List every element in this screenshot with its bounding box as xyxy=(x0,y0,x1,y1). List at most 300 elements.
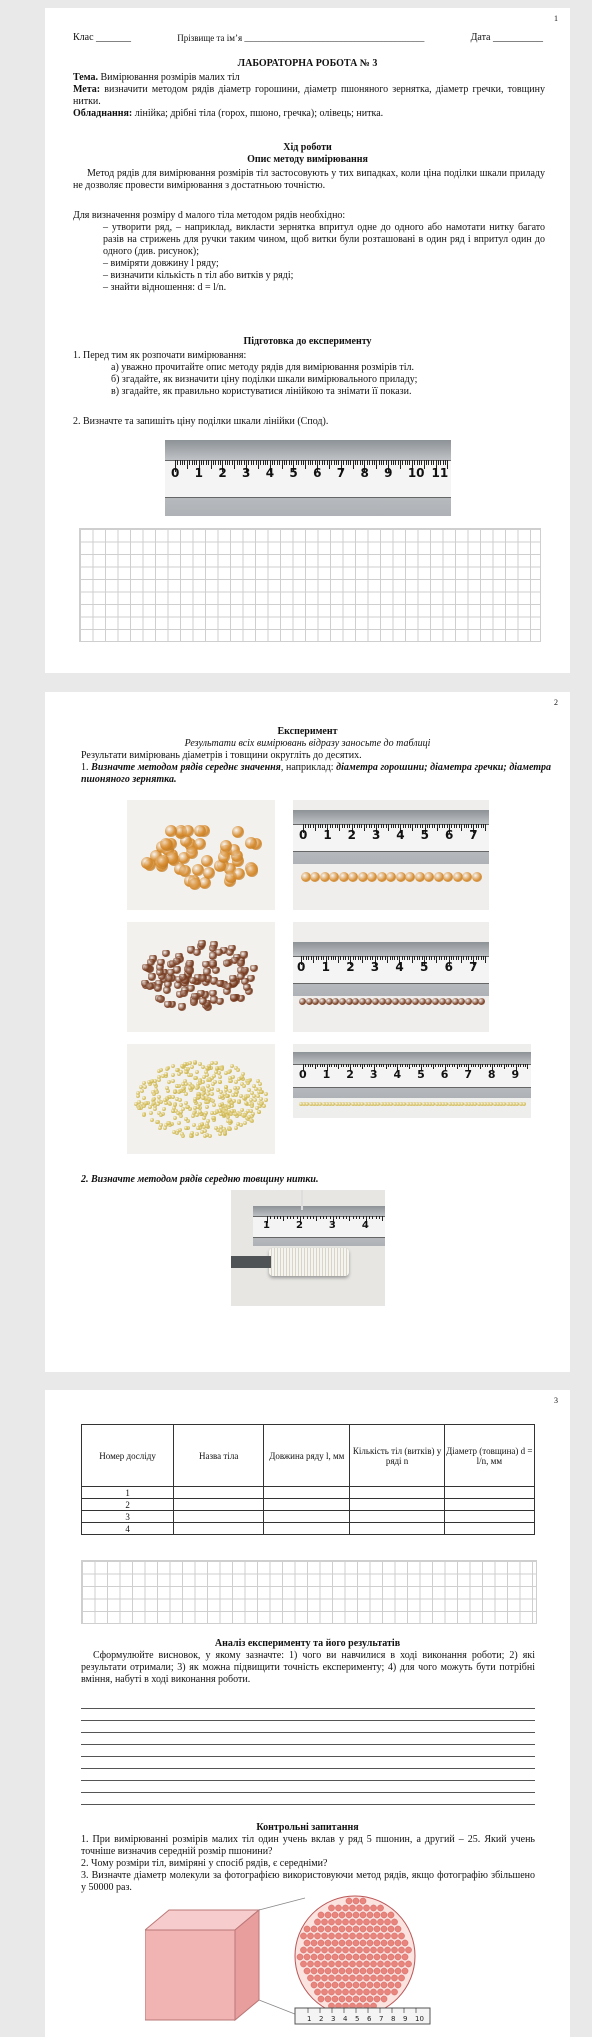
ruler-tick xyxy=(404,956,405,960)
molecule xyxy=(360,1898,366,1904)
grain xyxy=(232,826,244,838)
ruler-number: 4 xyxy=(361,1219,369,1231)
molecule xyxy=(346,1926,352,1932)
grain xyxy=(246,1094,250,1098)
cell-input[interactable] xyxy=(350,1499,444,1511)
molecule xyxy=(325,1996,331,2002)
ruler-tick xyxy=(315,460,316,465)
molecule xyxy=(311,1968,317,1974)
molecule xyxy=(370,1905,376,1911)
cell-input[interactable] xyxy=(444,1511,534,1523)
ruler-tick xyxy=(370,956,371,960)
grain xyxy=(367,872,377,882)
ruler-tick xyxy=(256,460,257,465)
molecule xyxy=(339,1996,345,2002)
writing-line[interactable] xyxy=(81,1744,535,1745)
grain xyxy=(195,1132,199,1136)
grain xyxy=(168,1102,172,1106)
ruler-tick xyxy=(374,460,375,465)
ruler-tick xyxy=(372,1216,373,1219)
molecule xyxy=(353,1940,359,1946)
cell-input[interactable] xyxy=(444,1499,534,1511)
ruler-tick xyxy=(270,1216,271,1219)
molecule xyxy=(367,1912,373,1918)
ruler-tick xyxy=(339,824,340,830)
steps-intro: Для визначення розміру d малого тіла методом рядів необхідно: xyxy=(73,210,346,221)
molecule xyxy=(332,1926,338,1932)
ruler-number: 0 xyxy=(171,465,180,480)
ruler-tick xyxy=(386,1064,387,1070)
molecule xyxy=(321,1975,327,1981)
cell-input[interactable] xyxy=(174,1511,264,1523)
ruler-tick xyxy=(318,824,319,828)
ruler-tick xyxy=(504,1064,505,1070)
ruler-tick xyxy=(332,824,333,828)
ruler-tick xyxy=(357,824,358,828)
cell-input[interactable] xyxy=(174,1499,264,1511)
molecule xyxy=(314,1961,320,1967)
molecule xyxy=(318,1940,324,1946)
experiment-subtitle: Результати всіх вимірювань відразу заносьте до таблиці xyxy=(184,738,431,749)
ruler-tick xyxy=(407,1064,408,1067)
grain xyxy=(183,1062,187,1066)
molecule xyxy=(328,1961,334,1967)
molecule xyxy=(381,1968,387,1974)
ruler-tick xyxy=(438,460,439,465)
grain xyxy=(205,1105,209,1109)
molecule xyxy=(349,1947,355,1953)
ruler-number: 7 xyxy=(336,465,346,480)
peas-photo xyxy=(127,800,275,910)
lab-title: ЛАБОРАТОРНА РОБОТА № 3 xyxy=(237,58,378,69)
grain xyxy=(310,872,320,882)
grain xyxy=(223,960,231,967)
grain xyxy=(148,1105,152,1109)
grain xyxy=(230,1101,234,1105)
ruler-tick xyxy=(272,460,273,465)
molecule xyxy=(360,1954,366,1960)
grain xyxy=(339,998,346,1005)
molecule xyxy=(391,1933,397,1939)
ruler-tick xyxy=(382,1216,383,1221)
ruler-tick xyxy=(237,460,238,465)
ruler-tick xyxy=(343,460,344,465)
ruler-tick xyxy=(251,460,252,465)
grain xyxy=(259,1102,263,1106)
molecule xyxy=(335,1933,341,1939)
student-header xyxy=(73,32,543,44)
grain xyxy=(218,1080,222,1084)
ruler-tick xyxy=(260,460,261,465)
cell-input[interactable] xyxy=(174,1487,264,1499)
ruler-tick xyxy=(308,956,309,960)
writing-line[interactable] xyxy=(81,1780,535,1781)
molecule xyxy=(374,1968,380,1974)
progress-title: Хід роботи xyxy=(283,142,332,153)
ruler-tick xyxy=(459,824,460,828)
ruler-tick xyxy=(402,460,403,465)
writing-line[interactable] xyxy=(81,1720,535,1721)
grain xyxy=(231,850,243,862)
molecule xyxy=(342,1975,348,1981)
ruler-number: 0 xyxy=(297,960,306,975)
experiment-item-1 xyxy=(81,762,551,786)
writing-line[interactable] xyxy=(81,1804,535,1805)
ruler-tick xyxy=(412,956,413,962)
grain xyxy=(462,872,472,882)
ruler-tick xyxy=(523,1064,524,1067)
ruler-tick xyxy=(520,1064,521,1067)
ruler-tick xyxy=(348,956,349,960)
ruler-tick xyxy=(457,1064,458,1070)
ruler-tick xyxy=(361,824,362,828)
grain xyxy=(162,1107,166,1111)
ruler-tick xyxy=(427,824,428,828)
molecule xyxy=(328,1975,334,1981)
ruler-number: 0 xyxy=(299,828,308,843)
ruler-tick xyxy=(420,824,421,828)
grain xyxy=(177,1072,181,1076)
ruler-number: 2 xyxy=(346,1067,354,1081)
ruler-tick xyxy=(369,460,370,465)
ruler-tick xyxy=(349,1216,350,1221)
ruler xyxy=(293,810,489,864)
ruler-tick xyxy=(419,956,420,960)
ruler-number: 1 xyxy=(194,465,204,480)
molecule xyxy=(381,1926,387,1932)
ruler-tick xyxy=(383,1064,384,1067)
grain xyxy=(218,1075,222,1079)
grain xyxy=(229,1079,233,1083)
writing-line[interactable] xyxy=(81,1792,535,1793)
writing-line[interactable] xyxy=(81,1708,535,1709)
molecule xyxy=(342,1989,348,1995)
molecule xyxy=(339,1954,345,1960)
grain xyxy=(159,1113,163,1117)
ruler-number: 3 xyxy=(328,1219,336,1231)
ruler-tick xyxy=(372,956,373,960)
ruler-tick xyxy=(290,1216,291,1219)
molecule xyxy=(363,1989,369,1995)
ruler-number: 7 xyxy=(379,2015,384,2023)
molecule xyxy=(325,1954,331,1960)
grain xyxy=(240,951,248,958)
page-1 xyxy=(45,8,570,673)
ruler-tick xyxy=(478,956,479,960)
molecule xyxy=(332,1912,338,1918)
ruler xyxy=(295,2008,430,2024)
molecule xyxy=(395,1968,401,1974)
ruler-tick xyxy=(471,956,472,960)
ruler-number: 6 xyxy=(440,1067,449,1081)
grain xyxy=(191,1114,195,1118)
ruler-tick xyxy=(331,460,332,465)
prep-item-2: 2. Визначте та запишіть ціну поділки шкали лінійки (Cпод). xyxy=(73,416,329,427)
ruler-tick xyxy=(337,824,338,828)
buckwheat-row xyxy=(299,998,485,1010)
ruler-tick xyxy=(400,460,401,469)
ruler-tick xyxy=(310,460,311,465)
ruler-tick xyxy=(372,460,373,465)
ruler-tick xyxy=(263,460,264,465)
grain xyxy=(190,1065,194,1069)
buckwheat-photo xyxy=(127,922,275,1032)
ruler-tick xyxy=(353,956,354,960)
ruler-tick xyxy=(367,460,368,465)
grain xyxy=(201,855,213,867)
ruler-tick xyxy=(398,460,399,465)
ruler-tick xyxy=(347,824,348,828)
molecule xyxy=(384,1919,390,1925)
grain xyxy=(142,1081,146,1085)
grain xyxy=(146,983,154,990)
molecule xyxy=(367,1996,373,2002)
ruler-tick xyxy=(362,1064,363,1070)
molecule xyxy=(314,1947,320,1953)
molecule xyxy=(360,1996,366,2002)
ruler-tick xyxy=(483,824,484,828)
ruler-tick xyxy=(429,956,430,960)
ruler-tick xyxy=(360,956,361,960)
grain xyxy=(171,1073,175,1077)
ruler-tick xyxy=(393,824,394,828)
ruler-number: 2 xyxy=(295,1219,303,1231)
molecule xyxy=(300,1947,306,1953)
grain xyxy=(212,1116,216,1120)
molecule xyxy=(374,1996,380,2002)
ruler-tick xyxy=(395,460,396,465)
ruler-number: 3 xyxy=(242,465,251,480)
molecule xyxy=(370,1989,376,1995)
ruler-tick xyxy=(310,824,311,828)
grain xyxy=(173,1116,177,1120)
ruler-number: 11 xyxy=(431,465,449,480)
ruler-number: 6 xyxy=(444,828,454,843)
grain xyxy=(211,1082,215,1086)
ruler-tick xyxy=(390,1064,391,1067)
molecule xyxy=(381,1982,387,1988)
ruler-tick xyxy=(369,1216,370,1219)
cell-input[interactable] xyxy=(350,1487,444,1499)
ruler-tick xyxy=(434,956,435,960)
molecule-grid xyxy=(295,1896,415,2016)
ruler-number: 9 xyxy=(403,2015,408,2023)
ruler-tick xyxy=(383,824,384,828)
molecule xyxy=(367,1926,373,1932)
item-1-bold: Визначте методом рядів середнє значення xyxy=(91,762,281,773)
molecule xyxy=(325,1926,331,1932)
ruler-tick xyxy=(318,956,319,960)
ruler-tick xyxy=(203,460,204,465)
cell-input[interactable] xyxy=(444,1487,534,1499)
grain xyxy=(198,940,206,947)
grain xyxy=(206,1092,210,1096)
ruler-tick xyxy=(362,460,363,465)
thread-coil xyxy=(269,1248,349,1276)
molecule xyxy=(395,1954,401,1960)
writing-line[interactable] xyxy=(81,1756,535,1757)
ruler-tick xyxy=(206,460,207,465)
ruler-tick xyxy=(362,956,363,962)
ruler-tick xyxy=(442,824,443,828)
control-title: Контрольні запитання xyxy=(256,1822,359,1833)
grain xyxy=(152,1097,156,1101)
ruler-tick xyxy=(380,956,381,960)
prep-sub-item: а) уважно прочитайте опис методу рядів для вимірювання розмірів тіл. xyxy=(111,362,414,373)
molecule xyxy=(395,1982,401,1988)
writing-line[interactable] xyxy=(81,1768,535,1769)
cell-input[interactable] xyxy=(264,1487,350,1499)
ruler-tick xyxy=(277,1216,278,1219)
grain xyxy=(159,1068,163,1072)
ruler-tick xyxy=(341,1064,342,1067)
ruler-tick xyxy=(258,460,259,469)
cell-input[interactable] xyxy=(174,1523,264,1535)
grain xyxy=(186,967,194,974)
ruler-number: 1 xyxy=(307,2015,312,2023)
molecule xyxy=(384,1975,390,1981)
grain xyxy=(412,998,419,1005)
ruler-tick xyxy=(392,956,393,960)
ruler-tick xyxy=(234,460,235,469)
ruler-tick xyxy=(506,1064,507,1067)
ruler-tick xyxy=(336,1064,337,1067)
grain xyxy=(198,1110,202,1114)
pencil xyxy=(231,1256,271,1268)
ruler-tick xyxy=(449,1064,450,1067)
grain xyxy=(149,1111,153,1115)
molecule xyxy=(300,1961,306,1967)
cell-input[interactable] xyxy=(444,1523,534,1535)
ruler-tick xyxy=(480,1064,481,1070)
grain xyxy=(141,857,153,869)
ruler-tick xyxy=(433,1064,434,1070)
ruler-tick xyxy=(289,460,290,465)
ruler-tick xyxy=(293,1216,294,1219)
writing-line[interactable] xyxy=(81,1732,535,1733)
ruler-tick xyxy=(343,1216,344,1219)
cell-input[interactable] xyxy=(350,1511,444,1523)
ruler-tick xyxy=(366,824,367,828)
grain xyxy=(143,1085,147,1089)
grain xyxy=(224,1085,228,1089)
answer-grid[interactable] xyxy=(79,528,541,642)
grain xyxy=(234,1126,238,1130)
molecule xyxy=(346,1898,352,1904)
ruler-tick xyxy=(485,824,486,830)
ruler-number: 6 xyxy=(313,465,322,480)
ruler-tick xyxy=(376,460,377,469)
grain xyxy=(179,1110,183,1114)
molecule xyxy=(325,1968,331,1974)
row-number: 2 xyxy=(82,1499,174,1511)
grain xyxy=(199,998,207,1005)
molecule xyxy=(328,1947,334,1953)
table-row xyxy=(82,1523,535,1535)
ruler-tick xyxy=(436,956,437,962)
grain xyxy=(195,1086,199,1090)
ruler-tick xyxy=(325,824,326,828)
pea-row xyxy=(301,872,481,892)
cell-input[interactable] xyxy=(350,1523,444,1535)
ruler-tick xyxy=(277,460,278,465)
ruler-tick xyxy=(291,460,292,465)
ruler-tick xyxy=(313,1216,314,1219)
answer-grid[interactable] xyxy=(81,1560,537,1624)
ruler-tick xyxy=(356,1216,357,1219)
molecule xyxy=(377,1975,383,1981)
molecule xyxy=(349,1919,355,1925)
molecule xyxy=(318,1996,324,2002)
grain xyxy=(220,1094,224,1098)
ruler-tick xyxy=(360,1064,361,1067)
molecule xyxy=(311,1940,317,1946)
cell-input[interactable] xyxy=(264,1499,350,1511)
grain xyxy=(193,1060,197,1064)
ruler-tick xyxy=(364,1064,365,1067)
molecule xyxy=(360,1968,366,1974)
ruler-tick xyxy=(379,460,380,465)
molecule xyxy=(346,1968,352,1974)
ruler-tick xyxy=(367,956,368,960)
page-number: 1 xyxy=(554,14,558,23)
ruler-tick xyxy=(379,1064,380,1067)
grain xyxy=(203,867,215,879)
ruler-tick xyxy=(355,460,356,465)
grain xyxy=(252,1084,256,1088)
ruler-tick xyxy=(391,824,392,828)
ruler-tick xyxy=(422,956,423,960)
ruler-tick xyxy=(428,1064,429,1067)
molecule xyxy=(391,1961,397,1967)
molecule xyxy=(321,1933,327,1939)
ruler-tick xyxy=(437,824,438,830)
page-3 xyxy=(45,1390,570,2037)
ruler-tick xyxy=(446,956,447,960)
ruler-tick xyxy=(386,460,387,465)
molecule xyxy=(363,1961,369,1967)
ruler-tick xyxy=(354,824,355,828)
ruler-number: 4 xyxy=(395,960,404,975)
ruler-number: 4 xyxy=(393,1067,402,1081)
ruler-number: 7 xyxy=(469,960,478,975)
grain xyxy=(181,1134,185,1138)
ruler-number: 8 xyxy=(360,465,369,480)
cube-icon xyxy=(145,1910,259,2020)
molecule xyxy=(360,1912,366,1918)
table-header: Номер досліду xyxy=(82,1425,174,1487)
cell-input[interactable] xyxy=(264,1511,350,1523)
grain xyxy=(177,1121,181,1125)
molecule xyxy=(346,1912,352,1918)
ruler-number: 3 xyxy=(371,828,381,843)
grain xyxy=(233,1086,237,1090)
grain xyxy=(225,1094,229,1098)
ruler-tick xyxy=(415,824,416,828)
grain xyxy=(171,1064,175,1068)
molecule xyxy=(405,1947,411,1953)
topic-label: Тема. xyxy=(73,72,98,83)
topic-text: Вимірювання розмірів малих тіл xyxy=(100,72,240,83)
ruler-number: 3 xyxy=(370,960,380,975)
molecule xyxy=(328,1933,334,1939)
molecule xyxy=(398,1933,404,1939)
ruler-tick xyxy=(481,956,482,960)
ruler-tick xyxy=(402,1064,403,1067)
molecule xyxy=(328,1905,334,1911)
cell-input[interactable] xyxy=(264,1523,350,1535)
molecule xyxy=(395,1926,401,1932)
